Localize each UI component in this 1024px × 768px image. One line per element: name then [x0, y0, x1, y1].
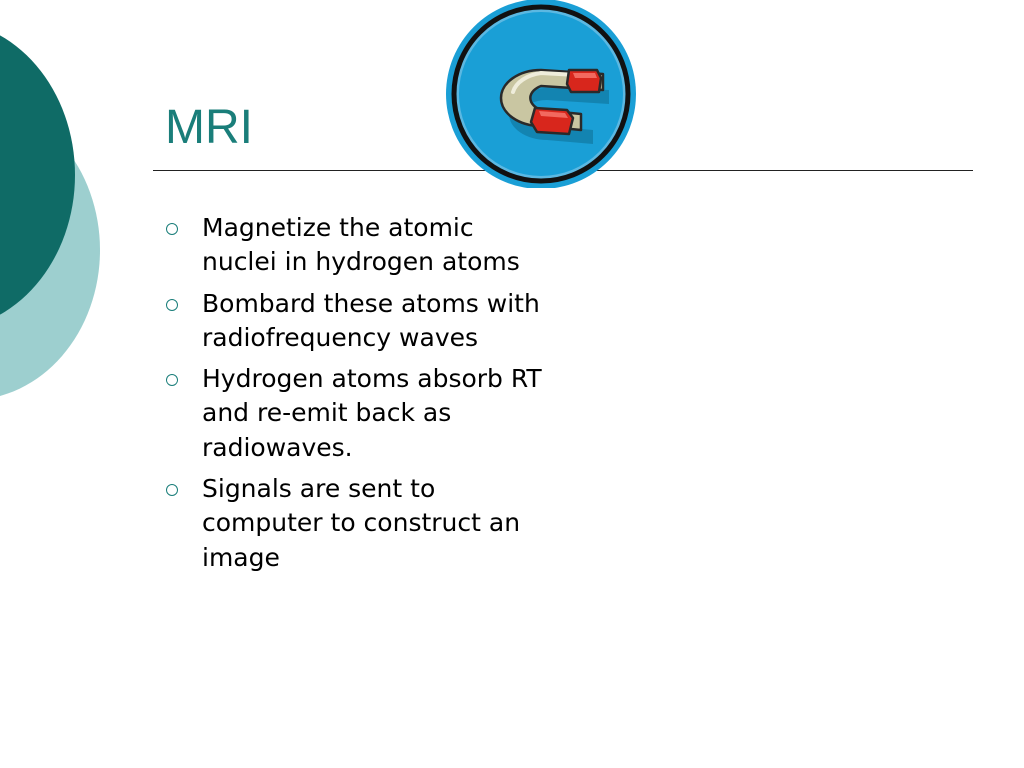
bullet-text: Hydrogen atoms absorb RT and re-emit back as radiowaves. — [202, 364, 542, 462]
bullet-list — [164, 211, 544, 582]
horseshoe-magnet-icon — [441, 0, 641, 188]
bullet-circle-icon — [166, 223, 178, 235]
bullet-text: Magnetize the atomic nuclei in hydrogen atoms — [202, 213, 520, 277]
bullet-circle-icon — [166, 299, 178, 311]
bullet-item — [164, 211, 544, 280]
bullet-item — [164, 362, 544, 465]
bullet-text: Signals are sent to computer to construct an image — [202, 474, 521, 572]
bullet-text: Bombard these atoms with radiofrequency waves — [202, 288, 540, 352]
bullet-item — [164, 287, 544, 356]
bullet-item — [164, 472, 544, 575]
slide-title: MRI — [165, 101, 253, 154]
bullet-circle-icon — [166, 374, 178, 386]
bullet-circle-icon — [166, 484, 178, 496]
